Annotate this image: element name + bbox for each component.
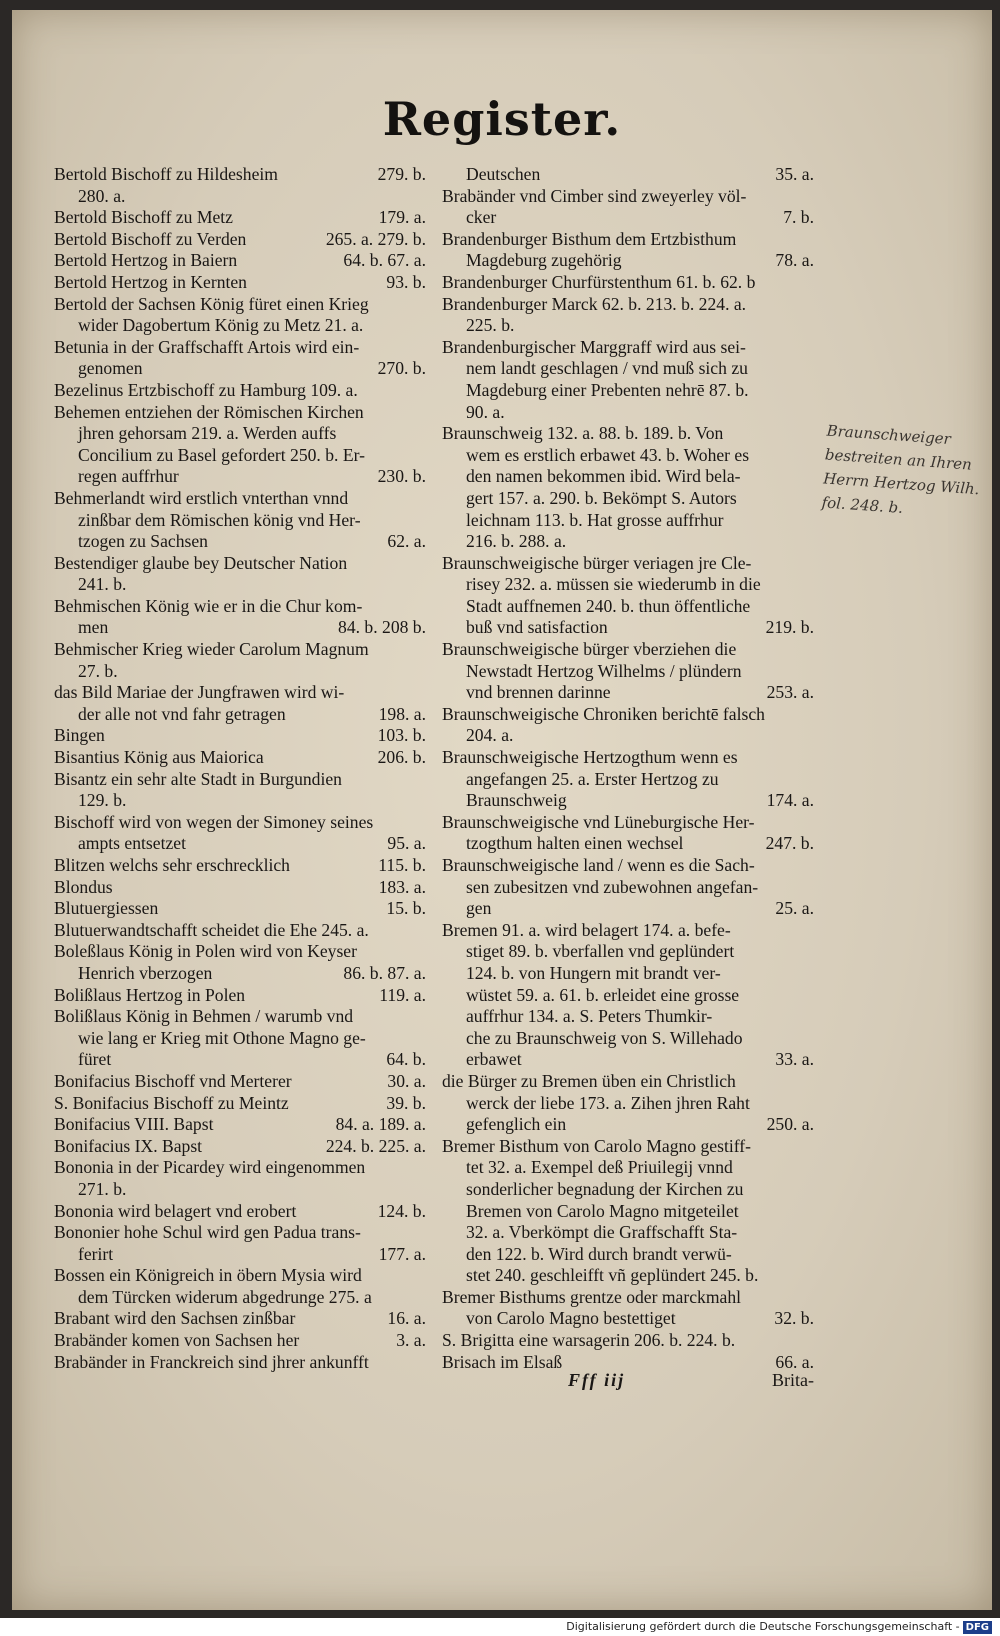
entry-text: 32. a. Vberkömpt die Graffschafft Sta- bbox=[466, 1222, 738, 1243]
register-entry-line bbox=[54, 1071, 426, 1093]
register-entry-line bbox=[54, 920, 426, 942]
register-entry-line bbox=[54, 704, 426, 726]
register-entry-line bbox=[54, 250, 426, 272]
register-entry-line bbox=[54, 1028, 426, 1050]
register-entry-line bbox=[54, 747, 426, 769]
entry-text: vnd brennen darinne bbox=[466, 682, 611, 703]
page-title: Register. bbox=[382, 92, 622, 146]
register-entry-line bbox=[442, 380, 814, 402]
entry-text: nem landt geschlagen / vnd muß sich zu bbox=[466, 358, 748, 379]
entry-text: Bisantz ein sehr alte Stadt in Burgundien bbox=[54, 768, 342, 789]
register-entry-line bbox=[442, 769, 814, 791]
entry-text: wüstet 59. a. 61. b. erleidet eine grosse bbox=[466, 984, 740, 1005]
page-footer bbox=[442, 1370, 814, 1394]
register-entry-line bbox=[442, 747, 814, 769]
entry-page-reference: 198. a. bbox=[378, 703, 426, 724]
entry-page-reference: 84. a. 189. a. bbox=[335, 1114, 426, 1135]
entry-text: stet 240. geschleifft vñ geplündert 245. b. bbox=[466, 1265, 759, 1286]
register-entry-line bbox=[54, 488, 426, 510]
entry-page-reference: 179. a. bbox=[378, 207, 426, 228]
register-entry-line bbox=[54, 1049, 426, 1071]
entry-text: Bertold der Sachsen König füret einen Krieg bbox=[54, 293, 369, 314]
register-entry-line bbox=[54, 1308, 426, 1330]
register-entry-line bbox=[442, 790, 814, 812]
register-entry-line bbox=[54, 380, 426, 402]
entry-page-reference: 78. a. bbox=[775, 250, 814, 271]
entry-page-reference: 224. b. 225. a. bbox=[325, 1135, 426, 1156]
entry-page-reference: 62. a. bbox=[387, 531, 426, 552]
entry-page-reference: 183. a. bbox=[378, 876, 426, 897]
register-entry-line bbox=[442, 553, 814, 575]
entry-page-reference: 84. b. 208 b. bbox=[338, 617, 426, 638]
register-entry-line bbox=[54, 1114, 426, 1136]
register-entry-line bbox=[442, 531, 814, 553]
entry-text: tet 32. a. Exempel deß Priuilegij vnnd bbox=[466, 1157, 733, 1178]
register-entry-line bbox=[54, 164, 426, 186]
register-entry-line bbox=[54, 639, 426, 661]
register-entry-line bbox=[442, 510, 814, 532]
entry-text: ferirt bbox=[78, 1243, 114, 1264]
register-entry-line bbox=[442, 1093, 814, 1115]
entry-page-reference: 265. a. 279. b. bbox=[325, 228, 426, 249]
register-entry-line bbox=[54, 358, 426, 380]
entry-page-reference: 32. b. bbox=[774, 1308, 814, 1329]
register-entry-line bbox=[442, 1157, 814, 1179]
register-entry-line bbox=[442, 617, 814, 639]
entry-text: Brandenburger Churfürstenthum 61. b. 62. b bbox=[442, 271, 756, 292]
register-entry-line bbox=[442, 1265, 814, 1287]
register-entry-line bbox=[442, 1287, 814, 1309]
register-entry-line bbox=[54, 877, 426, 899]
entry-text: Deutschen bbox=[466, 164, 541, 184]
entry-text: Brabant wird den Sachsen zinßbar bbox=[54, 1308, 296, 1329]
register-column-left bbox=[54, 164, 426, 1373]
register-entry-line bbox=[442, 941, 814, 963]
register-entry-line bbox=[54, 445, 426, 467]
entry-text: Bertold Bischoff zu Verden bbox=[54, 228, 247, 249]
entry-text: füret bbox=[78, 1049, 112, 1070]
register-entry-line bbox=[54, 186, 426, 208]
entry-text: S. Bonifacius Bischoff zu Meintz bbox=[54, 1092, 289, 1113]
entry-text: cker bbox=[466, 207, 497, 228]
entry-text: S. Brigitta eine warsagerin 206. b. 224. b. bbox=[442, 1330, 736, 1351]
register-entry-line bbox=[54, 790, 426, 812]
entry-page-reference: 270. b. bbox=[377, 358, 426, 379]
entry-text: Bisantius König aus Maiorica bbox=[54, 747, 264, 768]
entry-text: Blondus bbox=[54, 876, 113, 897]
register-entry-line bbox=[54, 1157, 426, 1179]
register-entry-line bbox=[54, 661, 426, 683]
entry-text: Braunschweigische Chroniken berichtē falsch bbox=[442, 703, 765, 724]
entry-page-reference: 103. b. bbox=[377, 725, 426, 746]
entry-text: wie lang er Krieg mit Othone Magno ge- bbox=[78, 1027, 366, 1048]
entry-page-reference: 124. b. bbox=[377, 1200, 426, 1221]
entry-text: Brabänder in Franckreich sind jhrer ankunfft bbox=[54, 1351, 369, 1372]
register-entry-line bbox=[442, 1222, 814, 1244]
register-entry-line bbox=[442, 1071, 814, 1093]
entry-text: men bbox=[78, 617, 109, 638]
entry-page-reference: 7. b. bbox=[783, 207, 814, 228]
register-entry-line bbox=[442, 1028, 814, 1050]
entry-text: Braunschweig 132. a. 88. b. 189. b. Von bbox=[442, 423, 724, 444]
register-entry-line bbox=[54, 725, 426, 747]
entry-text: 129. b. bbox=[78, 790, 127, 811]
register-entry-line bbox=[54, 553, 426, 575]
entry-page-reference: 230. b. bbox=[377, 466, 426, 487]
digitization-credit bbox=[0, 1620, 992, 1634]
register-entry-line bbox=[442, 445, 814, 467]
entry-page-reference: 253. a. bbox=[766, 682, 814, 703]
entry-text: wider Dagobertum König zu Metz 21. a. bbox=[78, 315, 364, 336]
register-entry-line bbox=[442, 1006, 814, 1028]
register-entry-line bbox=[54, 423, 426, 445]
entry-text: Bischoff wird von wegen der Simoney seines bbox=[54, 811, 374, 832]
entry-text: Betunia in der Graffschafft Artois wird ein- bbox=[54, 336, 360, 357]
register-entry-line bbox=[54, 1244, 426, 1266]
register-entry-line bbox=[54, 1352, 426, 1374]
entry-text: erbawet bbox=[466, 1049, 522, 1070]
entry-page-reference: 247. b. bbox=[765, 833, 814, 854]
book-page bbox=[12, 10, 992, 1610]
entry-text: Brandenburgischer Marggraff wird aus sei- bbox=[442, 336, 746, 357]
entry-text: Blitzen welchs sehr erschrecklich bbox=[54, 855, 290, 875]
entry-page-reference: 66. a. bbox=[775, 1351, 814, 1372]
register-entry-line bbox=[442, 963, 814, 985]
register-entry-line bbox=[442, 1308, 814, 1330]
credit-text: Digitalisierung gefördert durch die Deutsche Forschungsgemeinschaft - bbox=[566, 1620, 960, 1633]
register-entry-line bbox=[54, 1136, 426, 1158]
register-entry-line bbox=[442, 250, 814, 272]
entry-text: auffrhur 134. a. S. Peters Thumkir- bbox=[466, 1006, 713, 1027]
entry-text: Brabänder vnd Cimber sind zweyerley völ- bbox=[442, 185, 747, 206]
entry-page-reference: 177. a. bbox=[378, 1243, 426, 1264]
entry-text: genomen bbox=[78, 358, 143, 379]
entry-text: Bremer Bisthum von Carolo Magno gestiff- bbox=[442, 1135, 751, 1156]
entry-text: Brabänder komen von Sachsen her bbox=[54, 1330, 300, 1351]
entry-text: 90. a. bbox=[466, 401, 505, 422]
register-entry-line bbox=[442, 1179, 814, 1201]
register-entry-line bbox=[442, 596, 814, 618]
entry-page-reference: 86. b. 87. a. bbox=[343, 962, 426, 983]
register-entry-line bbox=[54, 531, 426, 553]
register-entry-line bbox=[442, 1049, 814, 1071]
register-entry-line bbox=[442, 1114, 814, 1136]
register-entry-line bbox=[442, 164, 814, 186]
register-entry-line bbox=[54, 402, 426, 424]
register-entry-line bbox=[54, 898, 426, 920]
entry-text: Bingen bbox=[54, 725, 105, 746]
register-entry-line bbox=[54, 207, 426, 229]
register-entry-line bbox=[442, 337, 814, 359]
entry-page-reference: 25. a. bbox=[775, 898, 814, 919]
entry-text: den 122. b. Wird durch brandt verwü- bbox=[466, 1243, 732, 1264]
entry-text: der alle not vnd fahr getragen bbox=[78, 703, 286, 724]
signature-mark: Fff iij bbox=[568, 1370, 626, 1390]
register-entry-line bbox=[442, 704, 814, 726]
entry-text: Brandenburger Marck 62. b. 213. b. 224. a. bbox=[442, 293, 747, 314]
register-entry-line bbox=[442, 315, 814, 337]
entry-page-reference: 115. b. bbox=[378, 855, 426, 875]
entry-text: sonderlicher begnadung der Kirchen zu bbox=[466, 1178, 744, 1199]
entry-text: che zu Braunschweig von S. Willehado bbox=[466, 1027, 743, 1048]
entry-text: sen zubesitzen vnd zubewohnen angefan- bbox=[466, 876, 759, 897]
entry-text: Bezelinus Ertzbischoff zu Hamburg 109. a. bbox=[54, 379, 358, 400]
entry-page-reference: 64. b. 67. a. bbox=[343, 250, 426, 271]
entry-text: stiget 89. b. vberfallen vnd geplündert bbox=[466, 941, 735, 962]
entry-text: Concilium zu Basel gefordert 250. b. Er- bbox=[78, 444, 365, 465]
entry-text: 280. a. bbox=[78, 185, 126, 206]
register-entry-line bbox=[54, 941, 426, 963]
entry-page-reference: 39. b. bbox=[386, 1092, 426, 1113]
entry-text: Braunschweigische vnd Lüneburgische Her- bbox=[442, 811, 755, 832]
entry-text: Behemen entziehen der Römischen Kirchen bbox=[54, 401, 364, 422]
register-entry-line bbox=[54, 466, 426, 488]
register-column-right bbox=[442, 164, 814, 1373]
entry-text: 216. b. 288. a. bbox=[466, 531, 567, 552]
entry-page-reference: 250. a. bbox=[766, 1114, 814, 1135]
entry-text: Bonifacius IX. Bapst bbox=[54, 1135, 203, 1156]
entry-page-reference: 93. b. bbox=[386, 271, 426, 292]
register-entry-line bbox=[442, 725, 814, 747]
register-entry-line bbox=[54, 229, 426, 251]
register-entry-line bbox=[442, 1136, 814, 1158]
entry-text: dem Türcken widerum abgedrunge 275. a bbox=[78, 1286, 372, 1307]
register-entry-line bbox=[54, 855, 426, 877]
register-entry-line bbox=[442, 682, 814, 704]
entry-text: Bertold Hertzog in Kernten bbox=[54, 271, 247, 292]
entry-text: leichnam 113. b. Hat grosse auffrhur bbox=[466, 509, 724, 530]
entry-text: Newstadt Hertzog Wilhelms / plündern bbox=[466, 660, 742, 681]
register-entry-line bbox=[442, 229, 814, 251]
entry-page-reference: 64. b. bbox=[386, 1049, 426, 1070]
entry-text: Bestendiger glaube bey Deutscher Nation bbox=[54, 552, 348, 573]
entry-page-reference: 35. a. bbox=[775, 164, 814, 184]
entry-text: Braunschweig bbox=[466, 790, 567, 811]
register-entry-line bbox=[54, 574, 426, 596]
register-entry-line bbox=[54, 833, 426, 855]
register-entry-line bbox=[54, 985, 426, 1007]
register-entry-line bbox=[54, 1179, 426, 1201]
entry-text: Bononia in der Picardey wird eingenommen bbox=[54, 1157, 366, 1178]
register-entry-line bbox=[54, 337, 426, 359]
entry-page-reference: 206. b. bbox=[377, 747, 426, 768]
entry-text: Magdeburg zugehörig bbox=[466, 250, 622, 271]
entry-text: den namen bekommen ibid. Wird bela- bbox=[466, 466, 741, 487]
register-entry-line bbox=[54, 812, 426, 834]
entry-text: 124. b. von Hungern mit brandt ver- bbox=[466, 962, 721, 983]
margin-note-line: bestreiten an Ihren bbox=[824, 445, 973, 474]
register-entry-line bbox=[442, 358, 814, 380]
register-entry-line bbox=[442, 402, 814, 424]
entry-page-reference: 3. a. bbox=[396, 1330, 426, 1351]
entry-text: Braunschweigische land / wenn es die Sach- bbox=[442, 855, 755, 875]
entry-text: jhren gehorsam 219. a. Werden auffs bbox=[78, 423, 337, 444]
register-entry-line bbox=[54, 315, 426, 337]
register-entry-line bbox=[442, 488, 814, 510]
entry-text: Bremen von Carolo Magno mitgeteilet bbox=[466, 1200, 739, 1221]
register-entry-line bbox=[442, 812, 814, 834]
entry-text: Behmerlandt wird erstlich vnterthan vnnd bbox=[54, 487, 349, 508]
register-entry-line bbox=[442, 423, 814, 445]
register-entry-line bbox=[442, 661, 814, 683]
entry-text: die Bürger zu Bremen üben ein Christlich bbox=[442, 1070, 736, 1091]
register-entry-line bbox=[54, 1201, 426, 1223]
entry-text: gen bbox=[466, 898, 492, 919]
register-entry-line bbox=[442, 1330, 814, 1352]
register-entry-line bbox=[54, 617, 426, 639]
entry-text: wem es erstlich erbawet 43. b. Woher es bbox=[466, 444, 750, 465]
entry-text: Bononia wird belagert vnd erobert bbox=[54, 1200, 297, 1221]
register-entry-line bbox=[54, 682, 426, 704]
entry-text: risey 232. a. müssen sie wiederumb in die bbox=[466, 574, 761, 595]
margin-note-line: Herrn Hertzog Wilh. bbox=[822, 469, 980, 499]
register-entry-line bbox=[442, 574, 814, 596]
entry-text: tzogthum halten einen wechsel bbox=[466, 833, 684, 854]
register-entry-line bbox=[54, 510, 426, 532]
register-entry-line bbox=[54, 294, 426, 316]
register-entry-line bbox=[54, 272, 426, 294]
entry-text: Bonifacius Bischoff vnd Merterer bbox=[54, 1070, 292, 1091]
dfg-logo: DFG bbox=[963, 1621, 992, 1634]
entry-page-reference: 95. a. bbox=[387, 833, 426, 854]
register-entry-line bbox=[54, 1265, 426, 1287]
entry-page-reference: 33. a. bbox=[775, 1049, 814, 1070]
register-entry-line bbox=[54, 963, 426, 985]
register-entry-line bbox=[442, 466, 814, 488]
entry-text: 225. b. bbox=[466, 315, 515, 336]
register-entry-line bbox=[54, 1330, 426, 1352]
entry-text: Magdeburg einer Prebenten nehrē 87. b. bbox=[466, 379, 749, 400]
entry-text: Braunschweigische bürger vberziehen die bbox=[442, 639, 737, 660]
entry-page-reference: 279. b. bbox=[377, 164, 426, 184]
entry-text: Blutuergiessen bbox=[54, 898, 159, 919]
entry-text: angefangen 25. a. Erster Hertzog zu bbox=[466, 768, 719, 789]
entry-page-reference: 119. a. bbox=[379, 984, 426, 1005]
register-entry-line bbox=[442, 207, 814, 229]
entry-text: Behmischen König wie er in die Chur kom- bbox=[54, 595, 363, 616]
entry-page-reference: 30. a. bbox=[387, 1070, 426, 1091]
register-entry-line bbox=[54, 1093, 426, 1115]
entry-page-reference: 16. a. bbox=[387, 1308, 426, 1329]
register-entry-line bbox=[442, 1244, 814, 1266]
register-entry-line bbox=[442, 272, 814, 294]
register-entry-line bbox=[442, 1201, 814, 1223]
register-entry-line bbox=[442, 920, 814, 942]
entry-text: das Bild Mariae der Jungfrawen wird wi- bbox=[54, 682, 345, 703]
entry-text: gert 157. a. 290. b. Bekömpt S. Autors bbox=[466, 487, 737, 508]
entry-text: Stadt auffnemen 240. b. thun öffentliche bbox=[466, 595, 751, 616]
entry-text: Henrich vberzogen bbox=[78, 962, 213, 983]
entry-text: Braunschweigische Hertzogthum wenn es bbox=[442, 747, 738, 768]
entry-text: von Carolo Magno bestettiget bbox=[466, 1308, 676, 1329]
handwritten-margin-note bbox=[821, 419, 987, 526]
entry-text: Bolißlaus Hertzog in Polen bbox=[54, 984, 246, 1005]
register-entry-line bbox=[442, 877, 814, 899]
margin-note-line: Braunschweiger bbox=[826, 421, 952, 449]
entry-text: Blutuerwandtschafft scheidet die Ehe 245. a. bbox=[54, 919, 369, 940]
entry-text: Bossen ein Königreich in öbern Mysia wird bbox=[54, 1265, 362, 1286]
entry-text: werck der liebe 173. a. Zihen jhren Raht bbox=[466, 1092, 750, 1113]
entry-text: 271. b. bbox=[78, 1178, 127, 1199]
register-entry-line bbox=[54, 769, 426, 791]
entry-text: Bonifacius VIII. Bapst bbox=[54, 1114, 214, 1135]
entry-text: 27. b. bbox=[78, 660, 118, 681]
register-entry-line bbox=[442, 639, 814, 661]
catchword: Brita- bbox=[772, 1370, 814, 1390]
entry-text: Bononier hohe Schul wird gen Padua trans- bbox=[54, 1222, 361, 1243]
entry-page-reference: 174. a. bbox=[766, 790, 814, 811]
entry-text: buß vnd satisfaction bbox=[466, 617, 608, 638]
register-entry-line bbox=[442, 833, 814, 855]
register-entry-line bbox=[442, 294, 814, 316]
entry-text: tzogen zu Sachsen bbox=[78, 531, 208, 552]
register-entry-line bbox=[442, 855, 814, 877]
entry-text: Bertold Hertzog in Baiern bbox=[54, 250, 238, 271]
register-entry-line bbox=[54, 1287, 426, 1309]
entry-text: zinßbar dem Römischen könig vnd Her- bbox=[78, 509, 361, 530]
entry-text: Braunschweigische bürger veriagen jre Cle- bbox=[442, 552, 752, 573]
entry-text: Bertold Bischoff zu Metz bbox=[54, 207, 233, 228]
register-entry-line bbox=[442, 985, 814, 1007]
entry-text: Bremen 91. a. wird belagert 174. a. befe- bbox=[442, 919, 731, 940]
register-entry-line bbox=[54, 596, 426, 618]
entry-text: Bolißlaus König in Behmen / warumb vnd bbox=[54, 1006, 354, 1027]
register-entry-line bbox=[54, 1006, 426, 1028]
entry-text: Boleßlaus König in Polen wird von Keyser bbox=[54, 941, 357, 962]
entry-text: gefenglich ein bbox=[466, 1114, 567, 1135]
register-entry-line bbox=[442, 898, 814, 920]
entry-text: Bertold Bischoff zu Hildesheim bbox=[54, 164, 278, 184]
entry-text: Behmischer Krieg wieder Carolum Magnum bbox=[54, 639, 369, 660]
entry-page-reference: 15. b. bbox=[386, 898, 426, 919]
entry-text: 241. b. bbox=[78, 574, 127, 595]
register-entry-line bbox=[54, 1222, 426, 1244]
margin-note-line: fol. 248. b. bbox=[821, 493, 904, 517]
entry-text: regen auffrhur bbox=[78, 466, 179, 487]
entry-text: ampts entsetzet bbox=[78, 833, 186, 854]
entry-text: Brandenburger Bisthum dem Ertzbisthum bbox=[442, 228, 737, 249]
entry-text: 204. a. bbox=[466, 725, 514, 746]
entry-text: Brisach im Elsaß bbox=[442, 1351, 563, 1372]
register-entry-line bbox=[442, 186, 814, 208]
entry-page-reference: 219. b. bbox=[765, 617, 814, 638]
entry-text: Bremer Bisthums grentze oder marckmahl bbox=[442, 1286, 741, 1307]
